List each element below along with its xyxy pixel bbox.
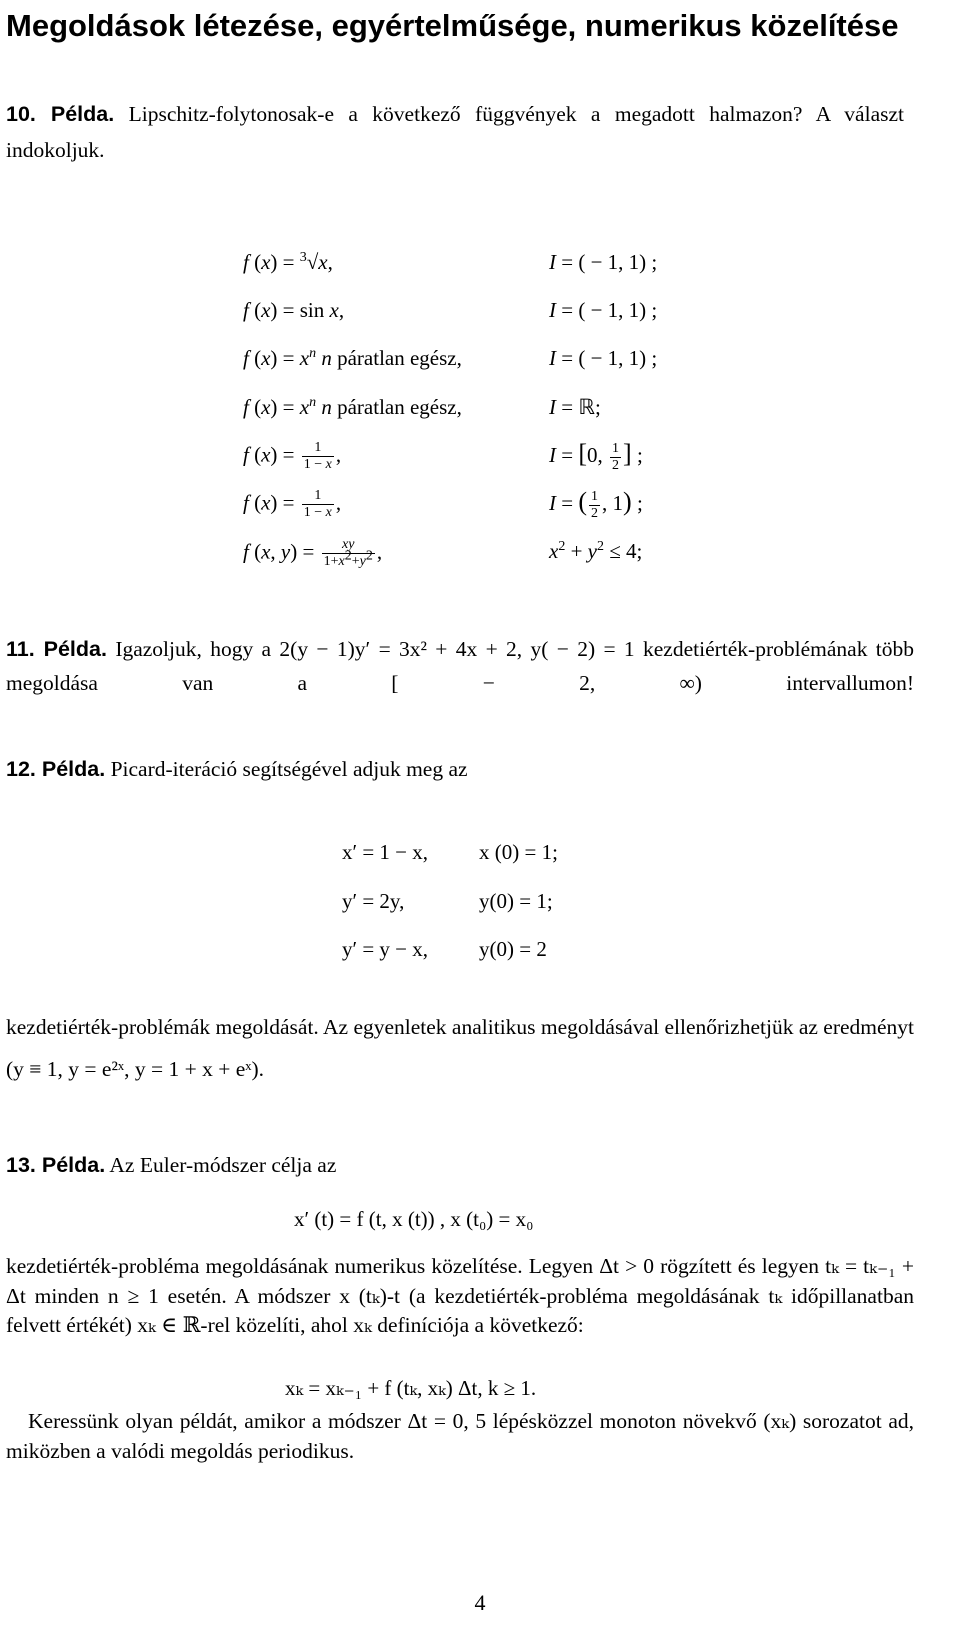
example-12-label: 12. Példa.: [6, 757, 106, 781]
example-10-text: Lipschitz-folytonosak-e a következő függvények a megadott halmazon? A választ indokoljuk.: [6, 102, 904, 162]
equation-1: x′ = 1 − x,: [342, 840, 429, 864]
example-13-label: 13. Példa.: [6, 1153, 106, 1177]
example-13-paragraph-2: [6, 1406, 956, 1466]
example-11-text: Igazoljuk, hogy a 2(y − 1)y′ = 3x² + 4x + 2, y( − 2) = 1 kezdetiérték-problémának több megoldása van a [ − 2, ∞) intervallumon!: [6, 637, 915, 695]
function-3: f $(x) = x^n$ n páratlan egész,: [243, 346, 462, 370]
domain-3: I = ( − 1, 1) ;: [549, 346, 658, 370]
page-number: 4: [474, 1590, 486, 1615]
function-6: f (x) = $\frac{1}{1 - x}$ ,: [243, 488, 342, 520]
example-13-intro: [6, 1148, 956, 1182]
domain-2: I = ( − 1, 1) ;: [549, 298, 658, 322]
example-12-outro-text: kezdetiérték-problémák megoldását. Az egyenletek analitikus megoldásával ellenőrizhetjük az eredményt (y ≡ 1, y = e²ˣ, y = 1 + x + eˣ).: [6, 1015, 915, 1081]
equation-2: y′ = 2y,: [342, 889, 405, 913]
domain-7: $x^2 + y^2 \le 4$;: [549, 539, 643, 563]
example-12-intro-text: Picard-iteráció segítségével adjuk meg az: [110, 757, 468, 781]
section-title: Megoldások létezése, egyértelműsége, numerikus közelítése: [6, 8, 899, 43]
example-10-label: 10. Példa.: [6, 102, 115, 126]
example-11-label: 11. Példa.: [6, 637, 107, 661]
example-10-paragraph: [6, 96, 956, 168]
function-7: f (x, y) = $\frac{xy}{1+x^2+y^2}$ ,: [243, 537, 383, 569]
euler-scheme: xₖ = xₖ₋₁ + f (tₖ, xₖ) Δt, k ≥ 1.: [285, 1376, 537, 1400]
example-11-paragraph: [6, 632, 956, 700]
domain-6: I = ( $\frac{1}{2}$ , 1) ;: [549, 487, 643, 521]
example-13-intro-text: Az Euler-módszer célja az: [109, 1153, 337, 1177]
function-row-1: [243, 248, 333, 276]
example-13-paragraph-2-text: Keressünk olyan példát, amikor a módszer Δt = 0, 5 lépésközzel monoton növekvő (xₖ) sorozatot ad, miközben a valódi megoldás periodikus.: [6, 1409, 914, 1463]
function-2: f (x) = sin x,: [243, 298, 345, 322]
equation-3: y′ = y − x,: [342, 937, 429, 961]
function-1: f (x) = $^3$√x,: [243, 250, 333, 274]
example-12-outro: [6, 1006, 956, 1090]
function-5: f (x) = $\frac{1}{1 - x}$ ,: [243, 440, 342, 472]
domain-1: I = ( − 1, 1) ;: [549, 250, 658, 274]
domain-5: I = [0, $\frac{1}{2}$ ] ;: [549, 439, 643, 473]
example-13-paragraph-1: [6, 1252, 956, 1341]
euler-ivp: x′ (t) = f (t, x (t)) , x (t₀) = x₀: [294, 1207, 534, 1231]
example-13-paragraph-1-text: kezdetiérték-probléma megoldásának numerikus közelítése. Legyen Δt > 0 rögzített és legyen tₖ = tₖ₋₁ + Δt minden n ≥ 1 esetén. A módszer x (tₖ)-t (a kezdetiérték-probléma megoldásának tₖ időpillanatban felvett értékét) xₖ ∈ ℝ-rel közelíti, ahol xₖ definíciója a következő:: [6, 1254, 914, 1337]
initial-condition-1: x (0) = 1;: [479, 840, 558, 864]
domain-4: I = ℝ;: [549, 395, 601, 419]
example-12-intro: [6, 752, 956, 786]
function-4: f $(x) = x^n$ n páratlan egész,: [243, 395, 462, 419]
initial-condition-3: y(0) = 2: [479, 937, 547, 961]
initial-condition-2: y(0) = 1;: [479, 889, 553, 913]
